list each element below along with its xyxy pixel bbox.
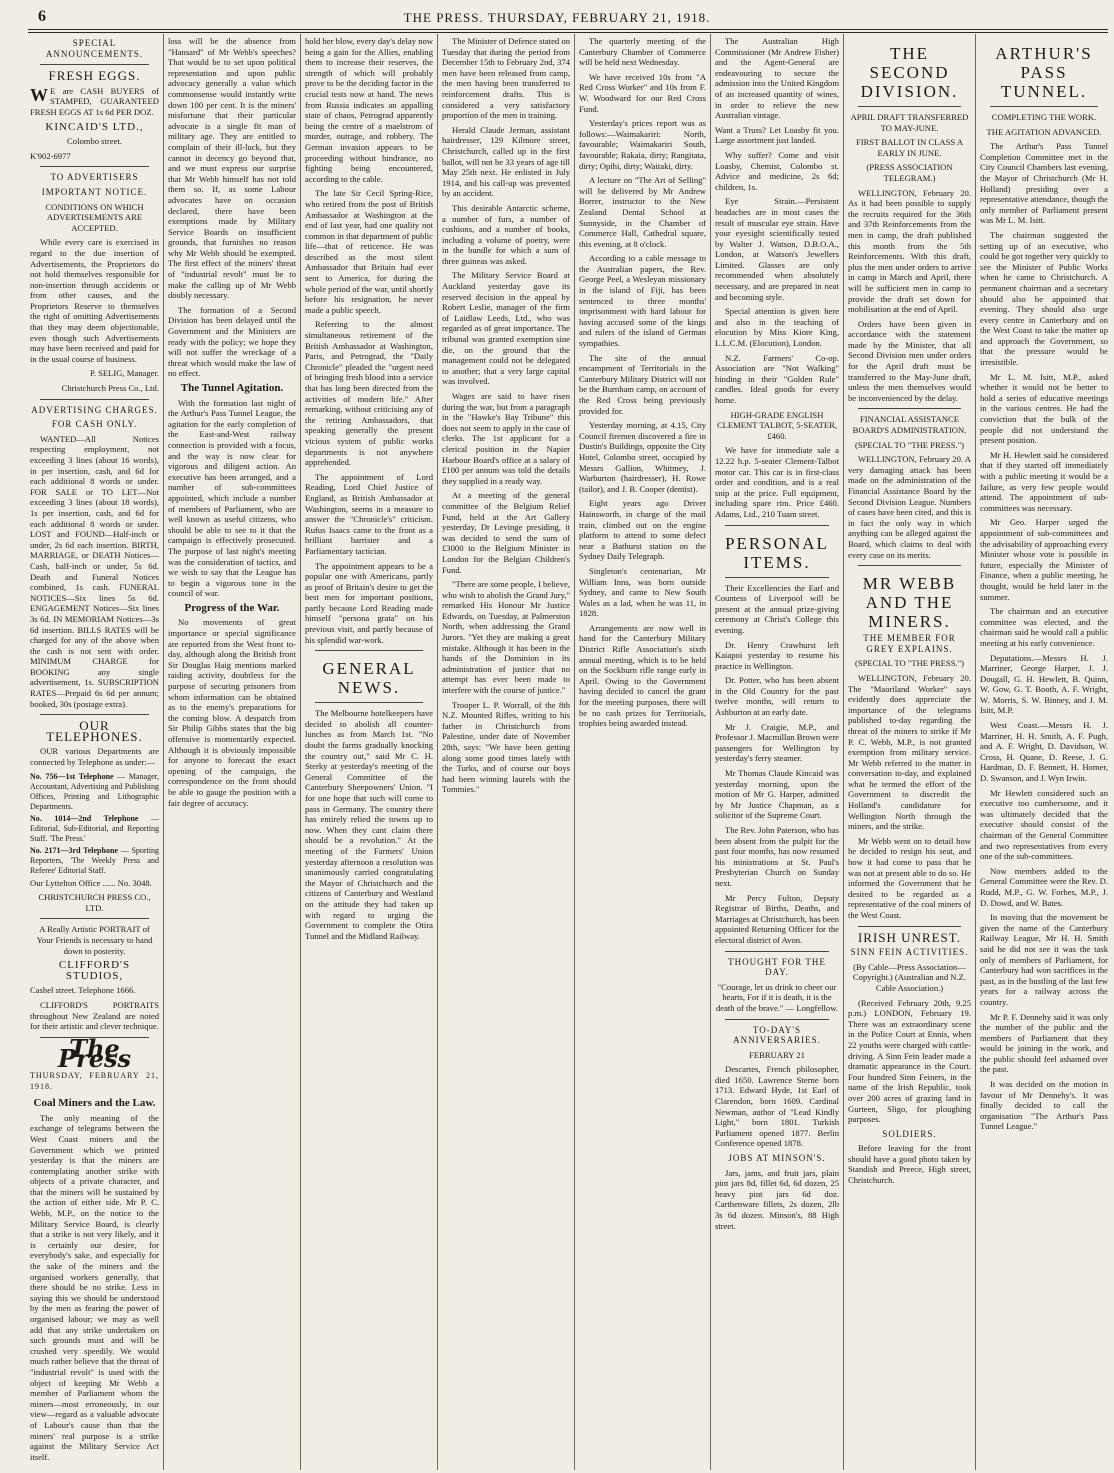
divider (858, 926, 961, 927)
leader-paragraph: The formation of a Second Division has been delayed until the Government and the Ministers are ready with the policy; we hope they will not suffer the wreckage of a threat which would make the law of no effect. (168, 304, 296, 379)
signature-name: P. SELIG, Manager. (90, 368, 159, 379)
paragraph: The appointment appears to be a popular one with Americans, partly as proof of Britain's desire to get the best men for important positions, partly because Lord Reading made himself "persona grata" on his previous visit, and partly because of his splendid war-work. (305, 560, 433, 645)
cash-only-heading: FOR CASH ONLY. (51, 419, 138, 430)
second-division-body: WELLINGTON, February 20. As it had been possible to supply the recruits required for the 36th and 37th Reinforcements from the men in camp, the draft published this month from the 5th Reinforcements. With this draft, plus the men under orders to arrive in camp in March and April, there will be sufficient men in camp to provide the draft set down for mobilisation at the end of April. (848, 187, 971, 315)
column-rule (437, 34, 438, 1470)
divider (40, 714, 149, 715)
tunnel-agitation-heading: The Tunnel Agitation. (180, 382, 284, 394)
important-notice-heading: IMPORTANT NOTICE. (41, 186, 148, 197)
column-rule (163, 34, 164, 1470)
arthurs-pass-body: Deputations.—Messrs H. J. Marriner, George Harper, J. J. Dougall, G. H. Hewlett, B. Quinn, W. Gow, G. T. Booth, A. F. Wright, W. Morris, S. W. Binney, and J. M. Isitt, M.P. (980, 652, 1108, 716)
second-division-heading: THE SECOND DIVISION. (860, 44, 959, 101)
clifford-tagline: A Really Artistic PORTRAIT of Your Friends is necessary to hand down to posterity. (36, 924, 153, 956)
masthead-rule (28, 29, 1108, 30)
leader-heading: Coal Miners and the Law. (33, 1097, 156, 1110)
war-continued: hold her blow, every day's delay now being a gain for the Allies, enabling them to increase their reserves, the strength of which will probably prove to be the deciding factor in the crucial tests now at hand. The news from Russia indicates an appalling state of chaos, Petrograd apparently being the centre of a maelstrom of murder, outrage, and robbery. The German invasion appears to be proceeding without hindrance, no fighting being encountered, according to the cable. (305, 36, 433, 184)
anniversaries-heading: TO-DAY'S ANNIVERSARIES. (733, 1024, 821, 1046)
eye-strain-ad: Eye Strain.—Persistent headaches are in most cases the result of muscular eye strain. Have your eyesight scientifically tested by Walter J. Watson, D.B.O.A., London, at Watson's Jewellers Limited. Glasses are only recommended when absolutely necessary, and are prepared in neat and becoming style. (715, 196, 839, 302)
to-advertisers-heading: TO ADVERTISERS (50, 172, 139, 183)
soldiers-heading: SOLDIERS. (882, 1128, 937, 1139)
finance-sub: (SPECIAL TO "THE PRESS.") (854, 439, 965, 450)
second-division-sub: APRIL DRAFT TRANSFERRED TO MAY-JUNE. (850, 112, 969, 133)
truss-ad-heading: Want a Truss? Let Loasby fit you. Large assortment just landed. (715, 124, 839, 146)
telephone-entry: No. 756—1st Telephone — Manager, Accountant, Advertising and Publishing Offices, Printing and Lithographic Departments. (30, 771, 159, 811)
column-2 (168, 36, 296, 1468)
paragraph: The late Sir Cecil Spring-Rice, who retired from the post of British Ambassador at Washington at the end of last year, had one quality not common in that department of public life—that of reticence. He was described as the most silent Ambassador that Britain had ever sent to America, for during the whole period of the war, until shortly before his resignation, he never made a public speech. (305, 188, 433, 315)
progress-of-war-body: No movements of great importance or special significance are reported from the West front to-day, although along the British front Sir Douglas Haig mentions marked raiding activity, doubtless for the purpose of securing prisoners from whom information can be obtained as to the enemy's preparations for the coming blow. A despatch from Sir Philip Gibbs states that the big offensive is momentarily expected. Although it is obviously impossible for anyone to forecast the exact opening of the campaign, the correspondence on the front should be able to gauge the position with a fair degree of accuracy. (168, 617, 296, 808)
arthurs-pass-sub: COMPLETING THE WORK. (991, 112, 1097, 122)
arthurs-pass-body: In moving that the movement be given the name of the Canterbury Railway League, Mr H. H. Smith said he did not see it was the task only of members of Parliament, for Canterbury had won sacrifices in the past, as in the bustling of the last few years for a railway across the country. (980, 912, 1108, 1007)
second-division-body: Orders have been given in accordance with the statement made by the Minister, that all Second Division men under orders for the April draft must be transferred to the May-June draft, unless the men themselves would be inconvenienced by the delay. (848, 318, 971, 403)
arthurs-pass-body: The Arthur's Pass Tunnel Completion Committee met in the City Council Chambers last evening, the Mayor of Christchurch (Mr H. Holland) presiding over a representative attendance, though the only member of Parliament present was Mr L. M. Isitt. (980, 141, 1108, 226)
divider (40, 399, 149, 400)
column-rule (300, 34, 301, 1470)
clement-talbot-heading: HIGH-GRADE ENGLISH CLEMENT TALBOT, 5-SEATER, £460. (716, 409, 838, 441)
special-announcements-heading: SPECIAL ANNOUNCEMENTS. (45, 38, 144, 59)
lyttelton-office: Our Lyttelton Office ...... No. 3048. (30, 877, 152, 888)
personal-item: Their Excellencies the Earl and Countess of Liverpool will be present at the annual prize-giving ceremony at Christ's College this evening. (715, 582, 839, 635)
farmers-coop-ad: N.Z. Farmers' Co-op. Association are "Not Walking" binding in their "Golden Rule" candles. Ideal goods for every home. (715, 352, 839, 405)
irish-unrest-sub: SINN FEIN ACTIVITIES. (850, 947, 969, 958)
cliffords-heading: CLIFFORD'S STUDIOS, (58, 959, 131, 982)
column-rule (574, 34, 575, 1470)
irish-body: (Received February 20th, 9.25 p.m.) LONDON, February 19. There was an extraordinary scene in the Police Court at Ennis, when 22 youths were charged with cattle-driving. A Sinn Fein leader made a dramatic appearance in the Court. Four hundred Sinn Feiners, in the name of the Irish Republic, took over 200 acres of grazing land in Gurteen, Sligo, for ploughing purposes. (848, 997, 971, 1125)
thought-body: "Courage, let us drink to cheer our hearts, For if it is death, it is the death of the brave." — Longfellow. (715, 981, 839, 1013)
news-item: Herald Claude Jerman, assistant hairdresser, 129 Kilmore street, Christchurch, called up in the first ballot, will not be 33 years of age till May 25th next. He enlisted in July 1914, and his call-up was prevented by an accident. (442, 124, 570, 199)
divider (40, 166, 149, 167)
webb-heading: MR WEBB AND THE MINERS. (862, 574, 957, 632)
anniversaries-date: FEBRUARY 21 (749, 1049, 805, 1060)
eggs-ad: W E are CASH BUYERS of STAMPED, GUARANTEED FRESH EGGS AT 1s 6d PER DOZ. (30, 84, 159, 117)
conditions-body: While every care is exercised in regard to the due insertion of Advertisements, the Proprietors do not hold themselves responsible for non-insertion through accidents or from other causes, and the Proprietors Reserve to themselves the right of omitting Advertisements that they may deem objectionable, even though such Advertisements may have been received and paid for in the usual course of business. (30, 237, 159, 364)
cliffords-address: Cashel street. Telephone 1666. (30, 985, 136, 996)
masthead-title: THE PRESS. THURSDAY, FEBRUARY 21, 1918. (403, 10, 711, 25)
telephones-heading: OUR TELEPHONES. (46, 718, 143, 744)
divider (315, 650, 423, 651)
jobs-body: Jars, jams, and fruit jars, plain pint jars 8d, fillet 6d, 6d dozen, 25 heavy pint jars 6d doz. Carthenware fillets, 2s dozen, 2lb 3s 6d dozen. Minson's, 88 High street. (715, 1167, 839, 1231)
personal-item: Dr. Henry Crawhurst left Kaiapoi yesterday to resume his practice in Wellington. (715, 639, 839, 671)
newspaper-logo: The Press (58, 1033, 131, 1074)
column-8 (980, 36, 1108, 1468)
arthurs-pass-body: Mr Hewlett considered such an executive too cumbersome, and it was ultimately decided that the executive should consist of the chairman of the General Committee and two representatives from every one of the sub-committees. (980, 787, 1108, 862)
arthurs-pass-body: West Coast.—Messrs H. J. Marriner, H. H. Smith, A. F. Pugh, and A. F. Wright, D. Davidson, W. Cross, H. Quane, D. Reese, J. G. Hardman, D. F. Bennett, H. Homer, D. Swanson, and J. Wyn Irwin. (980, 720, 1108, 784)
news-item: According to a cable message to the Australian papers, the Rev. George Peel, a Wesleyan missionary in the island of Fiji, has been sentenced to three months' imprisonment with hard labour for having accused some of the kings and rulers of the island of German sympathies. (579, 253, 706, 349)
news-item: Eight years ago Driver Hainsworth, in charge of the mail train, climbed out on the engine platform to attend to some defect near a Bathurst station on the Sydney Daily Telegraph. (579, 498, 706, 562)
second-division-sub: FIRST BALLOT IN CLASS A EARLY IN JUNE. (855, 137, 964, 158)
divider (725, 1019, 829, 1020)
arthurs-pass-heading: ARTHUR'S PASS TUNNEL. (995, 44, 1093, 101)
arthurs-pass-body: The chairman and an executive committee was elected, and the chairman said he would call a public meeting at his early convenience. (980, 606, 1108, 648)
telephones-intro: OUR various Departments are connected by Telephone as under:— (30, 746, 159, 768)
progress-of-war-heading: Progress of the War. (184, 601, 280, 614)
elocution-ad: Special attention is given here and also in the teaching of elocution by Miss Kiore King, L.L.C.M. (Elocution), London. (715, 306, 839, 349)
leader-continued: loss will be the absence from "Hansard" of Mr Webb's speeches? That would be to set upon political representation and upon public advocacy generally a value which commonsense would instantly write down 100 per cent. It is the miners' misfortune that their particular advocate is a single fit man of military age. They are entitled to complain of their ill-luck, but they cannot in decency go beyond that, and we must express our surprise that Mr Webb himself has not told them so. If, as some Labour advocates have on occasion declared, there have been exemptions made by Military Service Boards on insufficient grounds, that furnishes no reason why Mr Webb should be exempted. The first effect of the miners' threat of "industrial revolt" must be to make the calling up of Mr Webb doubly necessary. (168, 36, 296, 301)
column-3 (305, 36, 433, 1468)
jobs-heading: JOBS AT MINSON'S. (728, 1153, 826, 1164)
webb-body: WELLINGTON, February 20. The "Maoriland Worker" says evidently does appreciate the importance of the telegrams published to-day regarding the threat of the miners to strike if Mr P. C. Webb, M.P., is not granted exemption from military service. Mr Webb referred to the matter in conversation to-day, and explained what he termed the effort of the Government to discredit the Holland's candidature for Wellington North through the miners, and the strike. (848, 672, 971, 832)
personal-item: Mr Percy Fulton, Deputy Registrar of Births, Deaths, and Marriages at Christchurch, has been appointed Returning Officer for the electoral district of Avon. (715, 892, 839, 945)
charges-body: WANTED—All Notices respecting employment, not exceeding 3 lines (about 16 words), in per insertion, cash, and 6d for each additional 8 words or under. FOR SALE or TO LET—Not exceeding 3 lines (about 18 words), 1s per insertion, cash, and 6d for each additional 8 words or under. LOST and FOUND—Half-inch or under, 2s 6d each insertion. BIRTH, MARRIAGE, or DEATH Notices—Cash, half-inch or under, 5s 6d. Death and Funeral Notices combined, 1s cash. FUNERAL NOTICES—Six lines 5s 6d. ENGAGEMENT Notices—Six lines 3s 6d. IN MEMORIAM Notices—3s 6d insertion. BILLS RATES will be charged for any of the above when the cash is not sent with order. MINIMUM CHARGE for BOOKING any single advertisement, 1s. SUBSCRIPTION RATES—Prepaid 6s 6d per annum; booked, 30s (postage extra). (30, 433, 159, 709)
column-7 (848, 36, 971, 1468)
divider (725, 525, 829, 526)
news-item: At a meeting of the general committee of the Belgium Relief Fund, held at the Art Gallery yesterday, Dr Levinge presiding, it was decided to send the sum of £3000 to the Belgium Minister in London for the Belgian Children's Fund. (442, 490, 570, 575)
press-company: CHRISTCHURCH PRESS CO., LTD. (38, 892, 151, 913)
fresh-eggs-heading: FRESH EGGS. (48, 68, 141, 84)
advertising-charges-heading: ADVERTISING CHARGES. (31, 404, 158, 415)
column-4 (442, 36, 570, 1468)
webb-sub: THE MEMBER FOR GREY EXPLAINS. (863, 633, 956, 654)
divider (858, 106, 961, 107)
arthurs-pass-body: It was decided on the motion in favour of Mr Dennehy's. It was finally decided to call the organisation "The Arthur's Pass Tunnel League." (980, 1079, 1108, 1132)
conditions-heading: CONDITIONS ON WHICH ADVERTISEMENTS ARE ACCEPTED. (45, 201, 144, 233)
divider (725, 577, 829, 578)
divider (40, 64, 149, 65)
news-item: This desirable Antarctic scheme, a number of furs, a number of cushions, and a number of books, including a volume of poetry, were in the bundle for which a sum of three guineas was asked. (442, 202, 570, 266)
news-item: Wages are said to have risen during the war, but from a paragraph in the "Hawke's Bay Tribune" this does not seem to apply in the case of clerks. The 1st applicant for a clerical position in the Napier Harbour Board's office at a salary of £100 per annum was told the details they supplied in a ready way. (442, 391, 570, 486)
clement-talbot-body: We have for immediate sale a 12.22 h.p. 5-seater Clement-Talbot motor car. This car is in first-class order and condition, and is a real snip at the price. Full equipment, including spare rim. Price £460. Adams, Ltd., 210 Tuam street. (715, 445, 839, 519)
irish-cable: (By Cable—Press Association—Copyright.) (Australian and N.Z. Cable Association.) (852, 961, 967, 993)
divider (725, 951, 829, 952)
column-5 (579, 36, 706, 1468)
telephone-entry: No. 2171—3rd Telephone — Sporting Reporters, 'The Weekly Press and Referee' Editorial Staff. (30, 845, 159, 875)
arthurs-pass-sub: THE AGITATION ADVANCED. (986, 126, 1102, 137)
finance-body: WELLINGTON, February 20. A very damaging attack has been made on the administration of the Financial Assistance Board by the Second Division League. Numbers of cases have been cited, and this is in fact the only way in which anything can be alleged against the Board, which claims to deal with every case on its merits. (848, 454, 971, 560)
masthead (0, 0, 1114, 30)
arthurs-pass-body: Mr L. M. Isitt, M.P., asked whether it would not be better to hold a series of educative meetings in the various centres. He had the conviction that the bulk of the people did not understand the present position. (980, 371, 1108, 446)
personal-item: Mr J. Craigie, M.P., and Professor J. Macmillan Brown were passengers for Wellington by yesterday's ferry steamer. (715, 721, 839, 764)
divider (858, 565, 961, 566)
anniversaries-body: Descartes, French philosopher, died 1650. Lawrence Sterne born 1713. Edward Hyde, 1st Earl of Clarendon, born 1609. Cardinal Newman, author of "Lead Kindly Light," born 1801. Turkish Parliament opened 1877. Berlin Conference opened 1878. (715, 1064, 839, 1149)
news-item: We have received 10s from "A Red Cross Worker" and 10s from F. W. Woodward for our Red Cross Fund. (579, 71, 706, 114)
general-news-body: The Melbourne hotelkeepers have decided to abolish all counter-lunches as from March 1st. "No doubt the farms gradually knocking the country out," said Mr C. H. Sterky at yesterday's meeting of the General Committee of the Canterbury Sheepowners' Union. "I for one hope that such will come to pass in Germany. The country there has entirely relied the towns up to now. When they cant claim there should be a revolution." At the meeting of the Farmers' Union yesterday afternoon a resolution was unanimously carried congratulating the Mayor of Christchurch and the citizens of Canterbury and Westland on the attitude they had taken up with regard to urging the Government to complete the Otira Tunnel and the Midland Railway. (305, 708, 433, 941)
press-association-label: (PRESS ASSOCIATION TELEGRAM.) (866, 162, 953, 183)
paragraph: Referring to the almost simultaneous retirement of the British Ambassador at Washington, Paris, and Petrograd, the "Daily Chronicle" pleaded the "urgent need of bringing fresh blood into a service that has long been directed from the activities of modern life." After remarking, without criticising any of the retiring Ambassadors, that speaking generally the present vicious system of public works departments is not anywhere apprehended. (305, 319, 433, 468)
webb-body: Mr Webb went on to detail how he decided to resign his seat, and how it had come to pass that he was not at present able to do so. He informed the Government that he desired to be regarded as a representative of the coal miners of the West Coast. (848, 835, 971, 920)
column-rule (710, 34, 711, 1470)
column-rule (975, 34, 976, 1470)
arthurs-pass-body: Now members added to the General Committee were the Rev. D. Rudd, M.P., G. W. Forbes, M.P., J. D. Dowd, and W. Bates. (980, 865, 1108, 908)
column-1 (30, 36, 159, 1468)
column-rule (843, 34, 844, 1470)
general-news-heading: GENERAL NEWS. (322, 659, 416, 698)
finance-heading: FINANCIAL ASSISTANCE BOARD'S ADMINISTRATION. (852, 414, 967, 436)
webb-special: (SPECIAL TO "THE PRESS.") (854, 658, 965, 669)
divider (990, 106, 1098, 107)
paragraph: The appointment of Lord Reading, Lord Chief Justice of England, as British Ambassador at Washington, seems in a measure to answer the "Chronicle's" criticism. Rufus Isaacs came to the front as a brilliant barrister and a Parliamentary tactician. (305, 471, 433, 556)
arthurs-pass-body: Mr H. Hewlett said he considered that if they started off immediately with a public meeting it would be a failure, as very few people would attend. The appointment of sub-committees was necessary. (980, 449, 1108, 513)
news-item: A lecture on "The Art of Selling" will be delivered by Mr Andrew Borrer, instructor to the New Zealand Dental School at Sunnyside, in the Chamber of Commerce Hall, Cathedral square, this evening, at 8 o'clock. (579, 175, 706, 249)
news-item: The site of the annual encampment of Territorials in the Canterbury Military District will not be the Burnham camp, on account of the Red Cross being previously provided for. (579, 352, 706, 416)
kincaid-address: Colombo street. (67, 136, 122, 147)
masthead-rule-2 (28, 32, 1108, 33)
cliffords-body: CLIFFORD'S PORTRAITS throughout New Zealand are noted for their artistic and clever technique. (30, 999, 159, 1032)
kincaid-name: KINCAID'S LTD., (45, 120, 144, 133)
news-item: Yesterday morning, at 4.15, City Council firemen discovered a fire in Dustin's Buildings, opposite the City Hotel, Colombo street, occupied by Messrs Gallion, Whitmey, J. Warburton (hairdresser), H. Rowe (tailor), and J. B. Cooper (dentist). (579, 420, 706, 494)
irish-unrest-heading: IRISH UNREST. (857, 929, 962, 945)
signature-company: Christchurch Press Co., Ltd. (61, 383, 159, 394)
divider (858, 408, 961, 409)
kincaid-code: K'902-6977 (30, 150, 71, 161)
arthurs-pass-body: Mr P. F. Dennehy said it was only the number of the public and the members of Parliament that they would be joining in the work, and the public should feel ashamed over the past. (980, 1011, 1108, 1075)
news-item: The quarterly meeting of the Canterbury Chamber of Commerce will be held next Wednesday. (579, 36, 706, 68)
personal-item: Dr. Potter, who has been absent in the Old Country for the past twelve months, will return to Ashburton at an early date. (715, 675, 839, 718)
soldiers-body: Before leaving for the front should have a good photo taken by Standish and Preece, High street, Christchurch. (848, 1143, 971, 1186)
news-item: The Military Service Board at Auckland yesterday gave its reserved decision in the appeal by Robert Leslie, manager of the firm of Laidlaw Leeds, Ltd., who was regarded as of great importance. The tribunal was granted exemption sine die, on the ground that the management could not be delegated to another; that a very large capital was involved. (442, 270, 570, 387)
truss-ad-body: Why suffer? Come and visit Loasby, Chemist, Colombo st. Advice and medicine, 2s 6d; children, 1s. (715, 149, 839, 192)
page-number: 6 (38, 8, 46, 25)
personal-items-heading: PERSONAL ITEMS. (725, 533, 829, 572)
telephone-entry: No. 1014—2nd Telephone — Editorial, Sub-Editorial, and Reporting Staff. 'The Press.' (30, 813, 159, 843)
personal-item: The Rev. John Paterson, who has been absent from the pulpit for the past four months, has now resumed his ministrations at St. Paul's Presbyterian Church on Sunday next. (715, 825, 839, 888)
news-item: Arrangements are now well in hand for the Canterbury Military District Rifle Association's sixth annual meeting, which is to be held on the Sockburn rifle range early in April. Owing to the Government having decided to cancel the grant for the meeting purposes, there will be no cash prizes for Territorials, trophies being awarded instead. (579, 622, 706, 729)
arthurs-pass-body: The chairman suggested the setting up of an executive, who could be got together very quickly to see the Minister of Public Works when he came to Christchurch. A permanent chairman and a secretary should also be appointed that evening. They should also urge every centre in Canterbury and on the West Coast to take the matter up and approach the Government, so that the pressure would be irresistible. (980, 229, 1108, 368)
personal-item: Mr Thomas Claude Kincaid was yesterday morning, upon the motion of Mr G. Harper, admitted by Mr Justice Chapman, as a solicitor of the Supreme Court. (715, 768, 839, 821)
news-item: The Minister of Defence stated on Tuesday that during the period from December 15th to February 2nd, 374 men have been released from camp, the men having been transferred to reinforcement drafts. This is considered a very satisfactory proportion of the men in training. (442, 36, 570, 121)
thought-heading: THOUGHT FOR THE DAY. (728, 956, 826, 978)
news-item: Singleton's centenarian, Mr William Inns, was born outside Sydney, and came to New South Wales as a lad, when he was 11, in 1828. (579, 565, 706, 619)
divider (315, 702, 423, 703)
dateline: THURSDAY, FEBRUARY 21, 1918. (30, 1070, 159, 1091)
divider (40, 918, 149, 919)
news-item: Trooper L. P. Worrall, of the 8th N.Z. Mounted Rifles, writing to his father in Christchurch from Palestine, under date of November 28th, says: "We have been getting along some good times lately with the Turks, and of course our boys had been winning laurels with the Tommies." (442, 699, 570, 795)
leader-body: The only meaning of the exchange of telegrams between the West Coast miners and the Government which we printed yesterday is that the miners are contemplating another strike with objects of a private character, and that the miners will be sustained by the action of either side. Mr P. C. Webb, M.P., on the notice to the Military Service Board, is clearly that a strike is not very likely, and it is certainly our desire, for everybody's sake, and especially for the sake of the miners and the organised workers generally, that there should be no strike. Less in saying this we should be understood by the men as fearing the power of organised labour; we may as well add that any strike undertaken on such grounds must and will be crushed very speedily. We would much rather believe that the threat of "industrial revolt" is used with the object of keeping Mr Webb a member of Parliament whom the miners—most erroneously, in our view—regard as a valuable advocate of Labour's cause than that the miners' real purpose is a strike against the Military Service Act itself. (30, 1112, 159, 1462)
column-6 (715, 36, 839, 1468)
tunnel-agitation-body: With the formation last night of the Arthur's Pass Tunnel League, the agitation for the early completion of the East-and-West railway connection is provided with a focus, and the way is now clear for vigorous and diligent action. An executive has been arranged, and a number of sub-committees appointed, which include a number of members of Parliament, who are well known as useful citizens, who should be able to see to it that the campaign is effectively prosecuted. The purpose of last night's meeting was the consideration of tactics, and we wish to say that the League has to begin a vigorous tone in the council of war. (168, 397, 296, 599)
news-item: "There are some people, I believe, who wish to abolish the Grand Jury," remarked His Honour Mr Justice Edwards, on Tuesday, at Palmerston North, when addressing the Grand Jurors. "Yet they are making a great mistake. Although it has been in the hands of the Dominion in its administration of justice that no attempt has ever been made to interfere with the course of justice." (442, 579, 570, 696)
news-item: Yesterday's prices report was as follows:—Waimakariri: North, favourable; Waimakariri South, favourable; Rakaia, dirty; Rangitata, dirty; Opihi, dirty; Waitaki, dirty. (579, 118, 706, 171)
arthurs-pass-body: Mr Geo. Harper urged the appointment of sub-committees and the advisability of approaching every Minister whose vote is possible in future, especially the Minister of Finance, when a public meeting, he thought, would be held later in the summer. (980, 517, 1108, 602)
news-item: The Australian High Commissioner (Mr Andrew Fisher) and the Agent-General are endeavouring to secure the admission into the United Kingdom of an increased quantity of wines, in order to relieve the new Australian vintage. (715, 36, 839, 121)
